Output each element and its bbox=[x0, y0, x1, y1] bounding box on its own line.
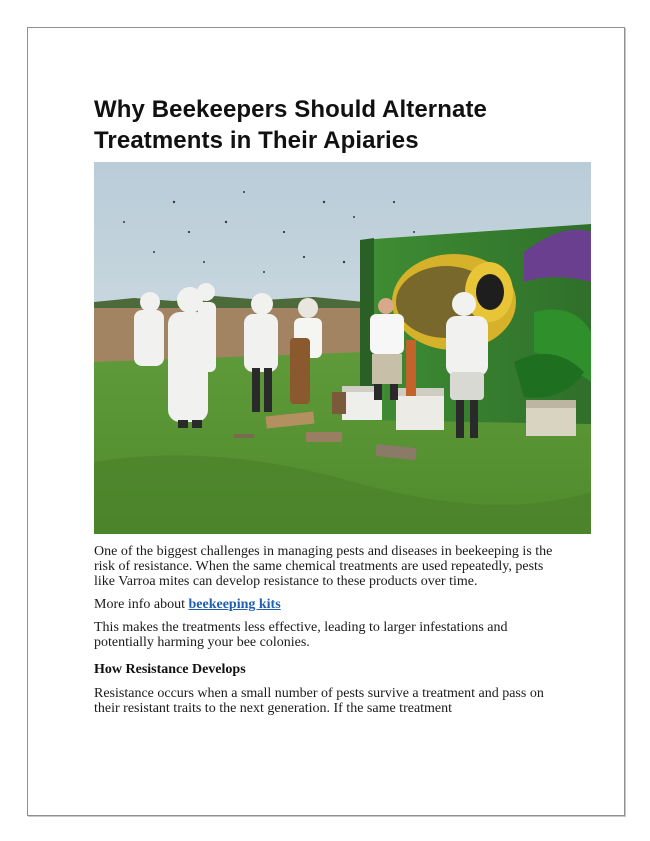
paragraph-intro: One of the biggest challenges in managing pests and diseases in beekeeping is the risk of resistance. When the same chemical treatments are used repeatedly, pests like Varroa mites can develop resistance to these products over time. bbox=[94, 544, 553, 589]
paragraph-resistance: Resistance occurs when a small number of pests survive a treatment and pass on their resistant traits to the next generation. If the same treatment bbox=[94, 686, 544, 716]
section-heading: How Resistance Develops bbox=[94, 662, 246, 677]
article-title-line-2: Treatments in Their Apiaries bbox=[94, 127, 419, 154]
beekeeping-kits-link[interactable]: beekeeping kits bbox=[188, 597, 281, 612]
more-info-line bbox=[94, 597, 564, 612]
paragraph-effect: This makes the treatments less effective, leading to larger infestations and potentially harming your bee colonies. bbox=[94, 620, 508, 650]
more-info-prefix: More info about bbox=[94, 597, 189, 612]
article-title-line-1: Why Beekeepers Should Alternate bbox=[94, 96, 487, 123]
article-body bbox=[94, 544, 564, 724]
article-title bbox=[94, 94, 594, 156]
article-header bbox=[94, 94, 594, 156]
beekeepers-photo bbox=[94, 162, 591, 534]
document-page bbox=[27, 27, 625, 816]
